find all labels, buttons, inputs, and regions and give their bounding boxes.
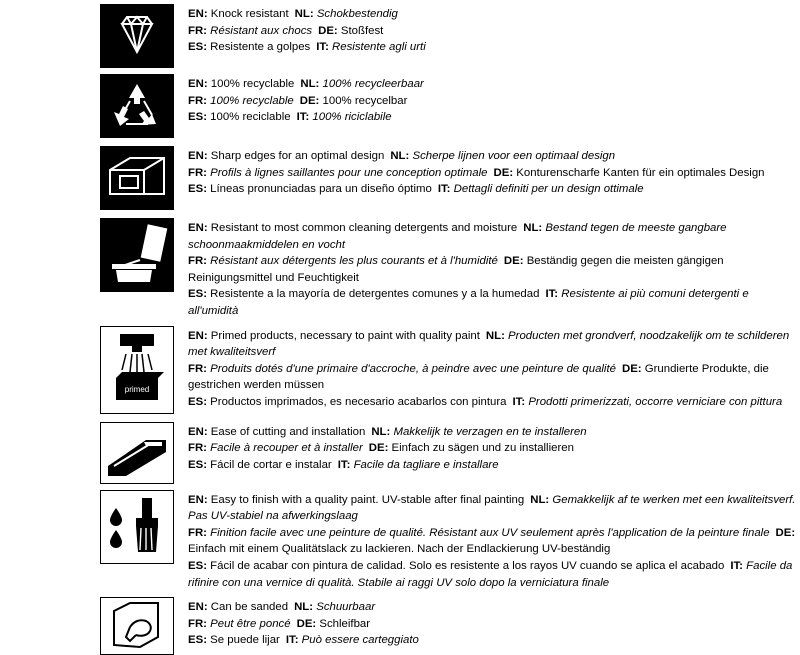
legend-row bbox=[0, 146, 800, 210]
lang-value: Resistente a golpes bbox=[210, 41, 311, 54]
lang-value: Resistente ai più comuni detergenti e all'umidità bbox=[188, 288, 749, 317]
lang-label: FR: bbox=[188, 617, 207, 630]
lang-label: DE: bbox=[493, 166, 514, 179]
lang-value: Einfach zu sägen und zu installieren bbox=[391, 442, 574, 455]
lang-label: DE: bbox=[775, 526, 796, 539]
lang-value: Schuurbaar bbox=[316, 601, 376, 614]
lang-value: Profils à lignes saillantes pour une conception optimale bbox=[210, 166, 488, 179]
lang-value: Schokbestendig bbox=[316, 8, 398, 20]
pictogram-legend-sheet bbox=[0, 4, 800, 647]
lang-value: Beständig gegen die meisten gängigen Reinigungsmittel und Feuchtigkeit bbox=[188, 255, 724, 284]
lang-label: EN: bbox=[188, 493, 208, 506]
lang-label: IT: bbox=[316, 41, 329, 54]
legend-text bbox=[188, 597, 800, 649]
lang-label: IT: bbox=[337, 458, 351, 471]
legend-row bbox=[0, 74, 800, 138]
lang-value: Prodotti primerizzati, occorre verniciare con pittura bbox=[528, 395, 783, 408]
lang-value: Primed products, necessary to paint with quality paint bbox=[210, 329, 480, 342]
lang-label: ES: bbox=[188, 183, 207, 196]
lang-value: 100% recycleerbaar bbox=[322, 78, 424, 90]
legend-text bbox=[188, 74, 800, 126]
lang-value: 100% recyclable bbox=[210, 78, 295, 90]
lang-label: ES: bbox=[188, 458, 207, 471]
lang-value: Knock resistant bbox=[210, 8, 289, 20]
lang-label: NL: bbox=[390, 150, 410, 162]
lang-label: DE: bbox=[621, 362, 642, 375]
legend-row bbox=[0, 597, 800, 655]
lang-label: FR: bbox=[188, 526, 207, 539]
lang-label: IT: bbox=[512, 395, 526, 408]
lang-label: EN: bbox=[188, 150, 208, 162]
lang-label: ES: bbox=[188, 395, 207, 408]
lang-value: Dettagli definiti per un design ottimale bbox=[453, 183, 644, 196]
legend-text bbox=[188, 4, 800, 56]
lang-value: Konturenscharfe Kanten für ein optimales Design bbox=[516, 166, 765, 179]
lang-value: Gemakkelijk af te werken met een kwaliteitsverf. Pas UV-stabiel na afwerkingslaag bbox=[188, 493, 796, 523]
lang-label: DE: bbox=[296, 617, 317, 630]
lang-label: NL: bbox=[294, 601, 314, 614]
lang-label: NL: bbox=[371, 425, 391, 438]
lang-label: NL: bbox=[300, 78, 320, 90]
lang-label: EN: bbox=[188, 329, 208, 342]
lang-label: DE: bbox=[368, 442, 389, 455]
lang-value: Bestand tegen de meeste gangbare schoonmaakmiddelen en vocht bbox=[188, 222, 727, 251]
sanding-hand-icon bbox=[100, 597, 174, 655]
lang-value: Fácil de cortar e instalar bbox=[210, 458, 332, 471]
lang-label: ES: bbox=[188, 288, 207, 301]
lang-label: EN: bbox=[188, 425, 208, 438]
lang-value: Líneas pronunciadas para un diseño óptimo bbox=[210, 183, 432, 196]
lang-label: IT: bbox=[545, 288, 559, 301]
lang-value: Sharp edges for an optimal design bbox=[210, 150, 385, 162]
lang-label: IT: bbox=[285, 634, 299, 647]
lang-label: ES: bbox=[188, 111, 207, 124]
lang-value: Productos imprimados, es necesario acabarlos con pintura bbox=[210, 395, 507, 408]
legend-row bbox=[0, 218, 800, 320]
legend-row bbox=[0, 490, 800, 592]
lang-value: 100% reciclable bbox=[210, 111, 291, 124]
lang-value: Facile à recouper et à installer bbox=[210, 442, 363, 455]
cutting-installation-icon bbox=[100, 422, 174, 484]
lang-value: Resistente agli urti bbox=[332, 41, 426, 54]
legend-text bbox=[188, 146, 800, 198]
lang-value: Einfach mit einem Qualitätslack zu lackieren. Nach der Endlackierung UV-beständig bbox=[188, 543, 611, 556]
sharp-edges-profile-icon bbox=[100, 146, 174, 210]
lang-value: Resistant to most common cleaning detergents and moisture bbox=[210, 222, 518, 234]
lang-label: FR: bbox=[188, 442, 207, 455]
lang-value: Produits dotés d'une primaire d'accroche, à peindre avec une peinture de qualité bbox=[210, 362, 616, 375]
lang-label: IT: bbox=[730, 559, 743, 572]
lang-label: FR: bbox=[188, 166, 207, 179]
lang-label: FR: bbox=[188, 362, 207, 375]
legend-row bbox=[0, 4, 800, 68]
paint-brush-drops-icon bbox=[100, 490, 174, 564]
lang-value: Ease of cutting and installation bbox=[210, 425, 366, 438]
lang-label: EN: bbox=[188, 601, 208, 614]
lang-label: FR: bbox=[188, 24, 207, 37]
legend-text bbox=[188, 490, 800, 592]
primed-spray-icon bbox=[100, 326, 174, 414]
lang-label: DE: bbox=[318, 24, 338, 37]
lang-value: Può essere carteggiato bbox=[301, 634, 419, 647]
lang-label: EN: bbox=[188, 8, 208, 20]
legend-row bbox=[0, 422, 800, 484]
lang-value: Schleifbar bbox=[319, 617, 371, 630]
lang-label: IT: bbox=[296, 111, 310, 124]
lang-value: Resistente a la mayoría de detergentes comunes y a la humedad bbox=[210, 288, 540, 301]
lang-value: Se puede lijar bbox=[210, 634, 280, 647]
legend-text bbox=[188, 326, 800, 411]
lang-value: Easy to finish with a quality paint. UV-stable after final painting bbox=[210, 493, 525, 506]
legend-row bbox=[0, 326, 800, 414]
lang-label: ES: bbox=[188, 559, 207, 572]
lang-value: 100% riciclabile bbox=[312, 111, 392, 124]
lang-label: EN: bbox=[188, 78, 208, 90]
legend-text bbox=[188, 218, 800, 320]
lang-label: EN: bbox=[188, 222, 208, 234]
lang-value: Facile da tagliare e installare bbox=[353, 458, 499, 471]
svg-text:primed: primed bbox=[124, 384, 150, 394]
lang-label: DE: bbox=[503, 255, 524, 268]
lang-value: 100% recycelbar bbox=[322, 94, 408, 107]
lang-label: ES: bbox=[188, 634, 207, 647]
lang-label: NL: bbox=[530, 493, 550, 506]
lang-value: Finition facile avec une peinture de qualité. Résistant aux UV seulement après l'application de la peinture finale bbox=[210, 526, 770, 539]
lang-label: FR: bbox=[188, 255, 207, 268]
lang-value: Facile da rifinire con una vernice di qualità. Stabile ai raggi UV solo dopo la verniciatura finale bbox=[188, 559, 793, 589]
lang-value: Grundierte Produkte, die gestrichen werden müssen bbox=[188, 362, 769, 392]
lang-label: FR: bbox=[188, 94, 207, 107]
lang-value: Producten met grondverf, noodzakelijk om te schilderen met kwaliteitsverf bbox=[188, 329, 790, 359]
lang-label: NL: bbox=[523, 222, 543, 234]
lang-value: Scherpe lijnen voor een optimaal design bbox=[412, 150, 616, 162]
lang-value: Can be sanded bbox=[210, 601, 289, 614]
recycle-icon bbox=[100, 74, 174, 138]
lang-label: NL: bbox=[294, 8, 314, 20]
lang-value: 100% recyclable bbox=[210, 94, 294, 107]
lang-value: Résistant aux détergents les plus courants et à l'humidité bbox=[210, 255, 498, 268]
lang-value: Fácil de acabar con pintura de calidad. Solo es resistente a los rayos UV cuando se aplica el acabado bbox=[210, 559, 725, 572]
lang-value: Résistant aux chocs bbox=[210, 24, 313, 37]
mop-cleaning-icon bbox=[100, 218, 174, 292]
legend-text bbox=[188, 422, 800, 474]
lang-value: Stoßfest bbox=[340, 24, 384, 37]
lang-value: Makkelijk te verzagen en te installeren bbox=[393, 425, 587, 438]
lang-label: IT: bbox=[437, 183, 451, 196]
lang-value: Peut être poncé bbox=[210, 617, 291, 630]
diamond-icon bbox=[100, 4, 174, 68]
lang-label: ES: bbox=[188, 41, 207, 54]
lang-label: NL: bbox=[485, 329, 505, 342]
lang-label: DE: bbox=[299, 94, 320, 107]
